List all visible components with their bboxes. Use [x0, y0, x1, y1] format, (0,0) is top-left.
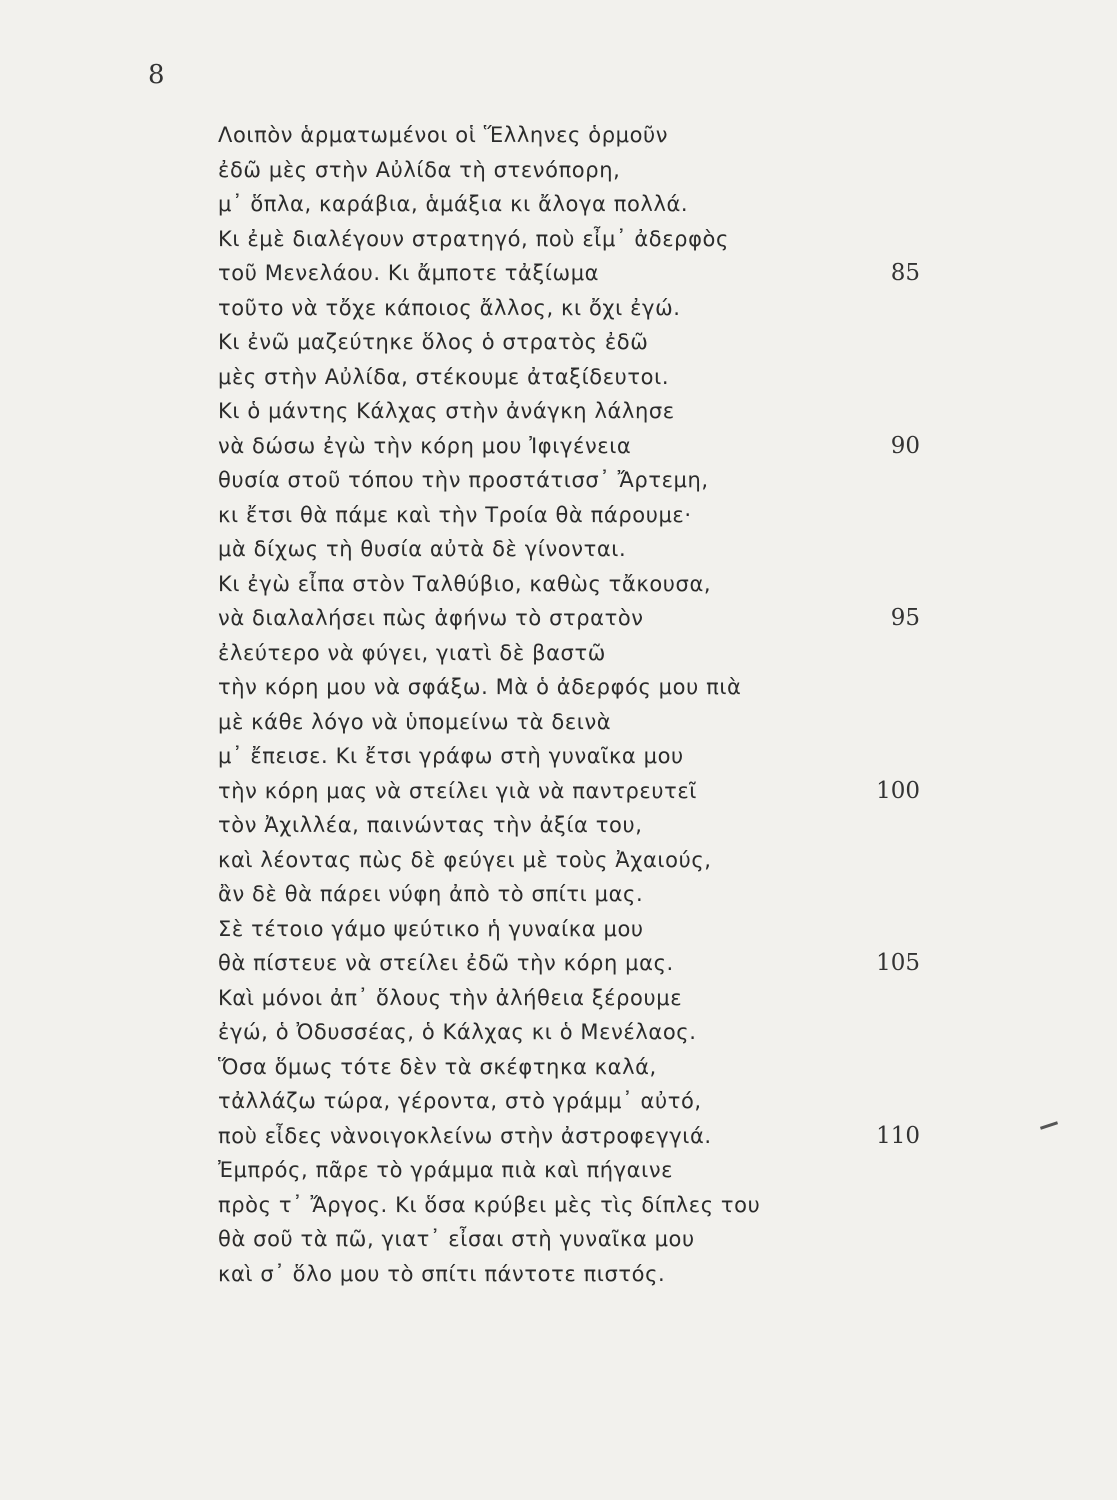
verse-line: πρὸς τ᾽ Ἄργος. Κι ὅσα κρύβει μὲς τὶς δίπλες του — [218, 1192, 761, 1217]
verse-line: Κι ἐγὼ εἶπα στὸν Ταλθύβιο, καθὼς τἄκουσα, — [218, 571, 712, 596]
verse-line: Κι ὁ μάντης Κάλχας στὴν ἀνάγκη λάλησε — [218, 399, 675, 423]
verse-line: Ὅσα ὅμως τότε δὲν τὰ σκέφτηκα καλά, — [218, 1054, 657, 1079]
verse-line: θὰ πίστευε νὰ στείλει ἐδῶ τὴν κόρη μας. — [218, 951, 674, 975]
verse-line: κι ἔτσι θὰ πάμε καὶ τὴν Τροία θὰ πάρουμε· — [218, 502, 692, 527]
verse-line: μὰ δίχως τὴ θυσία αὐτὰ δὲ γίνονται. — [218, 537, 627, 561]
verse-line: μ᾽ ἔπεισε. Κι ἔτσι γράφω στὴ γυναῖκα μου — [218, 744, 684, 768]
verse-line: τοῦ Μενελάου. Κι ἄμποτε τἀξίωμα — [218, 261, 600, 285]
verse-line: τοῦτο νὰ τὄχε κάποιος ἄλλος, κι ὄχι ἐγώ. — [218, 295, 681, 320]
verse-line: ἐλεύτερο νὰ φύγει, γιατὶ δὲ βαστῶ — [218, 640, 606, 665]
verse-block — [218, 118, 858, 1291]
verse-line: τὴν κόρη μου νὰ σφάξω. Μὰ ὁ ἀδερφός μου πιὰ — [218, 675, 742, 699]
verse-line: τὸν Ἀχιλλέα, παινώντας τὴν ἀξία του, — [218, 813, 643, 837]
line-number: 85 — [890, 260, 920, 286]
verse-line: μὲς στὴν Αὐλίδα, στέκουμε ἀταξίδευτοι. — [218, 364, 670, 389]
verse-line: ἂν δὲ θὰ πάρει νύφη ἀπὸ τὸ σπίτι μας. — [218, 882, 644, 906]
verse-line: μ᾽ ὅπλα, καράβια, ἁμάξια κι ἄλογα πολλά. — [218, 192, 689, 216]
verse-line: ἐγώ, ὁ Ὀδυσσέας, ὁ Κάλχας κι ὁ Μενέλαος. — [218, 1020, 697, 1044]
verse-line: μὲ κάθε λόγο νὰ ὑπομείνω τὰ δεινὰ — [218, 709, 612, 734]
verse-line: θὰ σοῦ τὰ πῶ, γιατ᾽ εἶσαι στὴ γυναῖκα μου — [218, 1227, 695, 1251]
verse-line: Σὲ τέτοιο γάμο ψεύτικο ἡ γυναίκα μου — [218, 916, 644, 941]
verse-line: Κι ἐνῶ μαζεύτηκε ὅλος ὁ στρατὸς ἐδῶ — [218, 330, 649, 354]
verse-line: Κι ἐμὲ διαλέγουν στρατηγό, ποὺ εἶμ᾽ ἀδερφὸς — [218, 226, 729, 251]
verse-line: καὶ λέοντας πὼς δὲ φεύγει μὲ τοὺς Ἀχαιούς, — [218, 847, 712, 872]
line-number: 110 — [876, 1122, 920, 1149]
verse-line: νὰ διαλαλήσει πὼς ἀφήνω τὸ στρατὸν — [218, 606, 644, 630]
verse-line: Καὶ μόνοι ἀπ᾽ ὅλους τὴν ἀλήθεια ξέρουμε — [218, 985, 683, 1010]
verse-line: θυσία στοῦ τόπου τὴν προστάτισσ᾽ Ἄρτεμη, — [218, 468, 709, 492]
line-number: 90 — [890, 432, 920, 459]
verse-line: ἐδῶ μὲς στὴν Αὐλίδα τὴ στενόπορη, — [218, 157, 621, 182]
line-number: 105 — [876, 950, 920, 976]
verse-line: καὶ σ᾽ ὅλο μου τὸ σπίτι πάντοτε πιστός. — [218, 1261, 666, 1286]
verse-line: Λοιπὸν ἁρματωμένοι οἱ Ἕλληνες ὁρμοῦν — [218, 123, 669, 147]
ink-mark — [1040, 1121, 1058, 1129]
line-number: 95 — [890, 605, 920, 631]
verse-line: Ἐμπρός, πᾶρε τὸ γράμμα πιὰ καὶ πήγαινε — [218, 1158, 674, 1182]
verse-line: τἀλλάζω τώρα, γέροντα, στὸ γράμμ᾽ αὐτό, — [218, 1089, 702, 1113]
verse-line: τὴν κόρη μας νὰ στείλει γιὰ νὰ παντρευτεῖ — [218, 778, 698, 803]
verse-line: ποὺ εἶδες νὰνοιγοκλείνω στὴν ἀστροφεγγιά. — [218, 1123, 712, 1148]
page-number: 8 — [148, 60, 165, 90]
line-number: 100 — [876, 777, 920, 804]
verse-line: νὰ δώσω ἐγὼ τὴν κόρη μου Ἰφιγένεια — [218, 433, 632, 458]
